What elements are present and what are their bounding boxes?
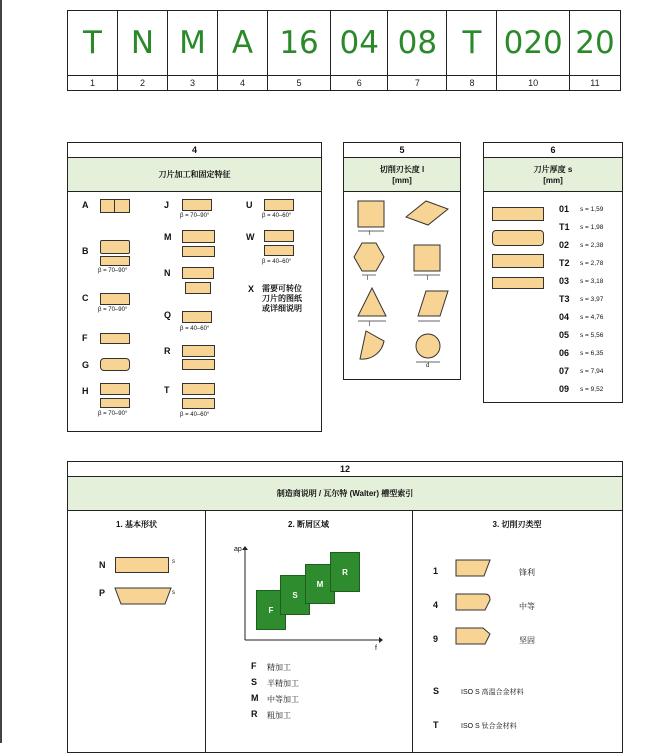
position-number: 10	[497, 76, 569, 91]
angle-caption: β = 70–90°	[98, 268, 128, 274]
legend-key: S	[251, 677, 258, 687]
legend-key: M	[251, 693, 259, 703]
legend-desc: 半精加工	[267, 679, 299, 688]
axis-f-label: f	[375, 645, 377, 652]
insert-profile-a	[100, 199, 130, 213]
section-title: 2. 断屑区域	[288, 520, 329, 529]
code-cell[interactable]: 04	[331, 11, 388, 76]
material-key: S	[433, 686, 440, 696]
panel-unit: [mm]	[392, 175, 412, 185]
insert-profile-f	[100, 333, 130, 344]
legend-desc: 粗加工	[267, 711, 291, 720]
code-cell[interactable]: 08	[388, 11, 447, 76]
section-title: 1. 基本形状	[116, 520, 157, 529]
square-insert-shape	[358, 201, 384, 227]
chip-zone-r: R	[330, 552, 360, 592]
edge-type-key: 1	[433, 566, 439, 576]
position-number: 2	[117, 76, 167, 91]
basic-shape-p	[114, 586, 172, 606]
insert-profile-n-lower	[185, 282, 211, 294]
position-number: 7	[388, 76, 447, 91]
dim-l-label: l	[427, 276, 429, 282]
thickness-value: s = 2,78	[580, 260, 604, 267]
insert-profile-n	[182, 267, 214, 279]
code-cell[interactable]: T	[447, 11, 497, 76]
insert-profile-g	[100, 358, 130, 371]
thickness-code: 02	[559, 240, 570, 250]
dim-d-label: d	[426, 363, 430, 369]
label-x: X	[248, 284, 255, 294]
panel-title	[484, 158, 622, 192]
section-divider	[205, 510, 206, 752]
thickness-code: 05	[559, 330, 570, 340]
insert-profile-m-lower	[182, 246, 215, 257]
panel-title-text: 制造商说明 / 瓦尔特 (Walter) 槽型索引	[276, 489, 414, 498]
insert-profile-w	[264, 230, 294, 242]
position-number: 4	[217, 76, 267, 91]
code-cell[interactable]: 20	[569, 11, 620, 76]
chip-zone-s: S	[280, 575, 310, 615]
angle-caption: β = 70–90°	[98, 307, 128, 313]
insert-profile-r-lower	[182, 359, 215, 370]
thickness-profile-1	[492, 207, 544, 221]
insert-profile-c	[100, 293, 130, 305]
edge-type-key: 9	[433, 634, 439, 644]
label-r: R	[164, 346, 171, 356]
label-g: G	[82, 360, 90, 370]
thickness-code: 07	[559, 366, 570, 376]
position-number: 5	[267, 76, 330, 91]
panel-manufacturer-index	[67, 461, 623, 753]
panel-insert-thickness	[483, 142, 623, 403]
edge-type-desc: 中等	[519, 602, 535, 611]
chip-zone-f: F	[256, 590, 286, 630]
label-w: W	[246, 232, 255, 242]
panel-title-text: 切削刃长度 l	[379, 164, 425, 174]
insert-profile-b	[100, 240, 130, 254]
panel-number: 6	[484, 143, 622, 158]
rhombic-insert-shape	[406, 201, 448, 225]
edge-type-desc: 坚固	[519, 636, 535, 645]
label-h: H	[82, 386, 89, 396]
panel-title	[344, 158, 460, 192]
thickness-value: s = 1,59	[580, 206, 604, 213]
label-j: J	[164, 200, 170, 210]
thickness-code: 03	[559, 276, 570, 286]
label-q: Q	[164, 310, 172, 320]
insert-profile-w-lower	[264, 245, 294, 256]
insert-profile-t	[182, 383, 215, 395]
thickness-value: s = 1,98	[580, 224, 604, 231]
thickness-code: 01	[559, 204, 570, 214]
panel-title	[68, 477, 622, 511]
label-n: N	[164, 268, 171, 278]
thickness-value: s = 4,76	[580, 314, 604, 321]
angle-caption: β = 70–90°	[98, 411, 128, 417]
insert-profile-r	[182, 345, 215, 357]
angle-caption: β = 40–60°	[180, 412, 210, 418]
shape-n-label: N	[99, 560, 106, 570]
material-desc: ISO S 钛合金材料	[461, 723, 517, 730]
insert-profile-u	[264, 199, 294, 211]
thickness-value: s = 5,56	[580, 332, 604, 339]
code-cell[interactable]: M	[167, 11, 217, 76]
insert-profile-b-lower	[100, 256, 130, 266]
panel-title-text: 刀片厚度 s	[533, 164, 573, 174]
edge-length-shapes	[344, 191, 460, 379]
thickness-value: s = 2,38	[580, 242, 604, 249]
insert-profile-q	[182, 311, 212, 323]
insert-profile-j	[182, 199, 212, 211]
code-cell[interactable]: N	[117, 11, 167, 76]
legend-key: F	[251, 661, 257, 671]
edge-type-medium-shape	[455, 592, 491, 612]
panel-unit: [mm]	[543, 175, 563, 185]
thickness-code: T3	[559, 294, 570, 304]
axis-ap-label: ap	[234, 546, 242, 553]
round-insert-shape	[416, 334, 440, 358]
label-t: T	[164, 385, 170, 395]
insert-profile-m	[182, 230, 215, 243]
panel-clamping-features	[67, 142, 322, 432]
rectangle-insert-shape	[414, 245, 440, 271]
designation-code-table	[67, 10, 621, 91]
thickness-code: 04	[559, 312, 570, 322]
hexagon-insert-shape	[354, 243, 384, 271]
thickness-profile-4	[492, 277, 544, 289]
thickness-code: 09	[559, 384, 570, 394]
panel-number: 5	[344, 143, 460, 158]
section-divider	[412, 510, 413, 752]
angle-caption: β = 70–90°	[180, 213, 210, 219]
position-number: 8	[447, 76, 497, 91]
triangle-insert-shape	[358, 288, 386, 316]
angle-caption: β = 40–60°	[180, 326, 210, 332]
edge-type-strong-shape	[455, 626, 491, 646]
legend-desc: 中等加工	[267, 695, 299, 704]
code-cell[interactable]: A	[217, 11, 267, 76]
label-f: F	[82, 333, 88, 343]
thickness-code: T2	[559, 258, 570, 268]
dim-s-label: s	[172, 559, 175, 565]
label-u: U	[246, 200, 253, 210]
parallelogram-insert-shape	[418, 291, 448, 316]
panel-number: 12	[68, 462, 622, 477]
chip-zone-m: M	[305, 564, 335, 604]
position-number: 11	[569, 76, 620, 91]
thickness-value: s = 3,97	[580, 296, 604, 303]
thickness-value: s = 7,94	[580, 368, 604, 375]
code-cell[interactable]: 020	[497, 11, 569, 76]
dim-l-label: l	[369, 322, 371, 328]
sector-insert-shape	[360, 331, 384, 359]
code-cell[interactable]: 16	[267, 11, 330, 76]
position-number: 3	[167, 76, 217, 91]
insert-profile-h-lower	[100, 398, 130, 408]
insert-profile-h	[100, 383, 130, 395]
edge-type-key: 4	[433, 600, 439, 610]
angle-caption: β = 40–60°	[262, 213, 292, 219]
material-desc: ISO S 高温合金材料	[461, 689, 524, 696]
basic-shape-n	[115, 557, 169, 573]
angle-caption: β = 40–60°	[262, 259, 292, 265]
dim-l-label: l	[369, 231, 371, 237]
thickness-code: 06	[559, 348, 570, 358]
thickness-value: s = 3,18	[580, 278, 604, 285]
thickness-code: T1	[559, 222, 570, 232]
shape-p-label: P	[99, 588, 106, 598]
legend-desc: 精加工	[267, 663, 291, 672]
divider	[114, 199, 115, 213]
position-number: 6	[331, 76, 388, 91]
label-m: M	[164, 232, 172, 242]
insert-profile-t-lower	[182, 398, 215, 409]
label-c: C	[82, 293, 89, 303]
edge-type-desc: 锋利	[519, 568, 535, 577]
position-number: 1	[68, 76, 118, 91]
panel-number: 4	[68, 143, 321, 158]
page-edge	[0, 0, 2, 743]
material-key: T	[433, 720, 439, 730]
dim-s-label: s	[172, 590, 175, 596]
dim-l-label: l	[367, 276, 369, 282]
edge-type-sharp-shape	[455, 558, 491, 578]
thickness-value: s = 6,35	[580, 350, 604, 357]
label-a: A	[82, 200, 89, 210]
code-cell[interactable]: T	[68, 11, 118, 76]
thickness-profile-2	[492, 230, 544, 246]
thickness-profile-3	[492, 254, 544, 268]
section-title: 3. 切削刃类型	[492, 520, 542, 529]
panel-cutting-edge-length	[343, 142, 461, 380]
label-b: B	[82, 246, 89, 256]
panel-title-text: 刀片加工和固定特征	[158, 170, 231, 179]
thickness-value: s = 9,52	[580, 386, 604, 393]
legend-key: R	[251, 709, 258, 719]
panel-title	[68, 158, 321, 192]
x-note: 需要可转位 刀片的图纸 或详细说明	[262, 284, 302, 313]
